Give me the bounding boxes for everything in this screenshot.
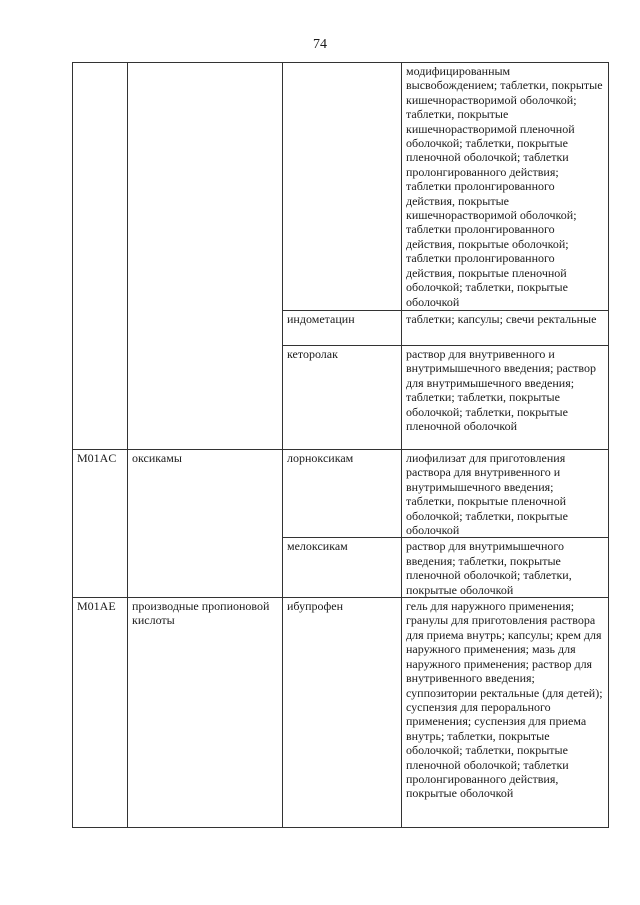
group-name-cell: производные пропионовой кислоты [128, 598, 283, 828]
drug-name-cell [283, 63, 402, 311]
group-name-cell: оксикамы [128, 450, 283, 598]
table-row [73, 450, 609, 538]
drug-name-cell: лорноксикам [283, 450, 402, 538]
drug-name-cell: кеторолак [283, 346, 402, 450]
table-row [73, 598, 609, 828]
table-row [73, 63, 609, 311]
drug-name-cell: ибупрофен [283, 598, 402, 828]
dosage-forms-cell: лиофилизат для приготовления раствора для внутривенного и внутримышечного введения; таблетки, покрытые пленочной оболочкой; таблетки, покрытые оболочкой [402, 450, 609, 538]
atc-code-cell: M01AC [73, 450, 128, 598]
drug-classification-table [72, 62, 609, 828]
dosage-forms-cell: таблетки; капсулы; свечи ректальные [402, 311, 609, 346]
drug-name-cell: индометацин [283, 311, 402, 346]
dosage-forms-cell: раствор для внутримышечного введения; таблетки, покрытые пленочной оболочкой; таблетки, покрытые оболочкой [402, 538, 609, 598]
dosage-forms-cell: гель для наружного применения; гранулы для приготовления раствора для приема внутрь; капсулы; крем для наружного применения; мазь для наружного применения; раствор для внутривенного введения; суппозитории ректальные (для детей); суспензия для перорального применения; суспензия для приема внутрь; таблетки, покрытые оболочкой; таблетки, покрытые пленочной оболочкой; таблетки пролонгированного действия, покрытые оболочкой [402, 598, 609, 828]
atc-code-cell [73, 63, 128, 450]
dosage-forms-cell: раствор для внутривенного и внутримышечного введения; раствор для внутримышечного введения; таблетки; таблетки, покрытые оболочкой; таблетки, покрытые пленочной оболочкой [402, 346, 609, 450]
page-number: 74 [313, 37, 327, 52]
dosage-forms-cell: модифицированным высвобождением; таблетки, покрытые кишечнорастворимой оболочкой; таблетки, покрытые кишечнорастворимой пленочной оболочкой; таблетки, покрытые пленочной оболочкой; таблетки пролонгированного действия; таблетки пролонгированного действия, покрытые кишечнорастворимой оболочкой; таблетки пролонгированного действия, покрытые оболочкой; таблетки пролонгированного действия, покрытые пленочной оболочкой; таблетки, покрытые оболочкой [402, 63, 609, 311]
group-name-cell [128, 63, 283, 450]
drug-name-cell: мелоксикам [283, 538, 402, 598]
atc-code-cell: M01AE [73, 598, 128, 828]
